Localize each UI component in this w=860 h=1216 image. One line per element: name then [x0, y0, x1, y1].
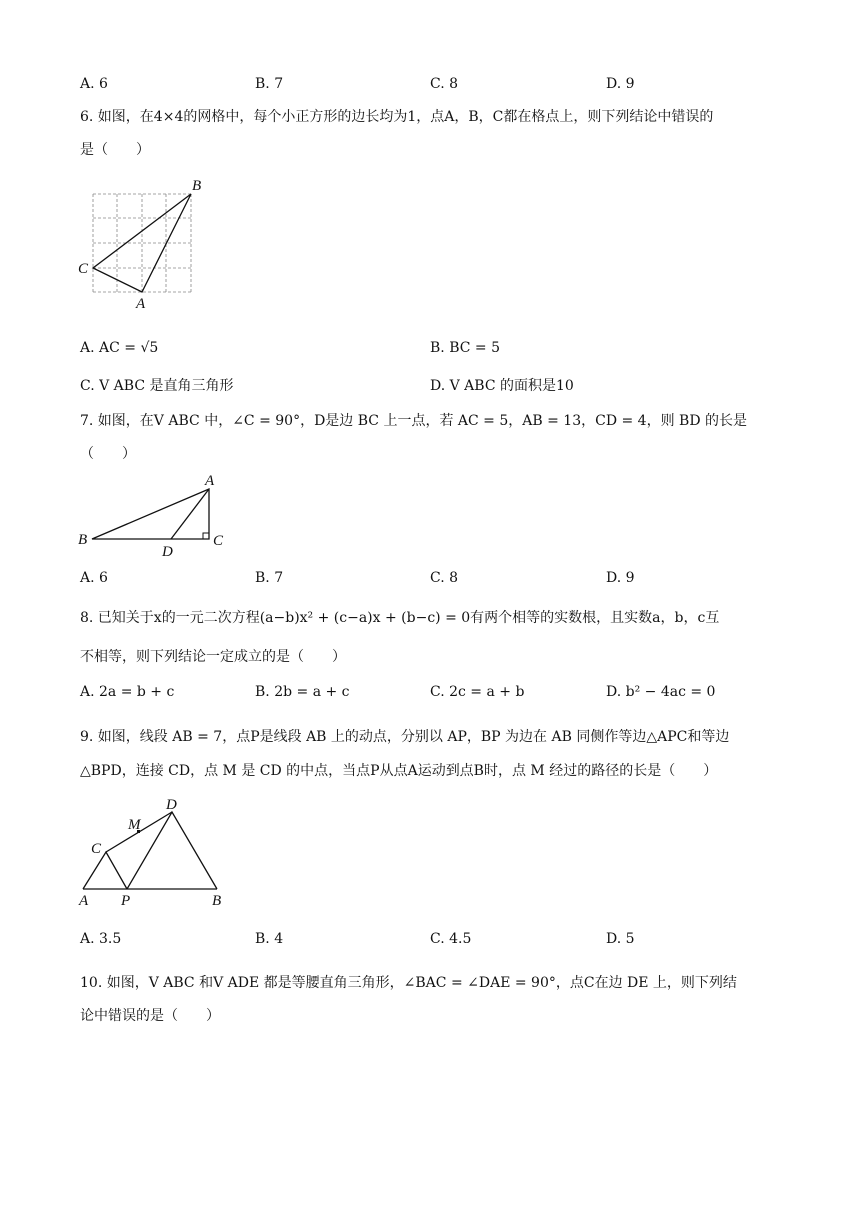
- q7-triangle-abc: [92, 489, 209, 539]
- q9-equilateral-figure: [76, 792, 236, 912]
- q7-stem-line1: 7. 如图，在V ABC 中，∠C = 90°，D是边 BC 上一点，若 AC = 5，AB = 13，CD = 4，则 BD 的长是: [80, 413, 748, 429]
- q7-option-b: B. 7: [255, 570, 284, 586]
- q9-triangle-apc: [83, 852, 127, 889]
- q8-stem-line2: 不相等，则下列结论一定成立的是（ ）: [80, 649, 346, 665]
- q9-label-p: P: [121, 893, 131, 909]
- q6-grid-figure: [76, 176, 216, 312]
- q8-option-c: C. 2c = a + b: [430, 684, 525, 700]
- q8-option-a: A. 2a = b + c: [80, 684, 175, 700]
- q7-label-b: B: [78, 532, 88, 548]
- q9-option-d: D. 5: [606, 931, 635, 947]
- q6-option-a: A. AC = √5: [80, 340, 159, 356]
- q9-label-b: B: [212, 893, 222, 909]
- q6-stem-line2: 是（ ）: [80, 142, 150, 158]
- q7-label-d: D: [162, 544, 173, 560]
- q6-label-a: A: [136, 296, 146, 312]
- q6-label-c: C: [78, 261, 89, 277]
- q7-option-a: A. 6: [80, 570, 108, 586]
- q9-option-a: A. 3.5: [80, 931, 122, 947]
- q7-option-d: D. 9: [606, 570, 635, 586]
- q7-triangle-figure: [76, 470, 236, 562]
- q5-option-d: D. 9: [606, 76, 635, 92]
- q7-right-angle-mark: [203, 533, 209, 539]
- q5-option-a: A. 6: [80, 76, 108, 92]
- q6-option-b: B. BC = 5: [430, 340, 500, 356]
- q7-label-a: A: [205, 473, 215, 489]
- q6-label-b: B: [192, 178, 202, 194]
- q6-option-d: D. V ABC 的面积是10: [430, 378, 574, 394]
- q6-option-c: C. V ABC 是直角三角形: [80, 378, 234, 394]
- q8-option-d: D. b² − 4ac = 0: [606, 684, 716, 700]
- q7-option-c: C. 8: [430, 570, 459, 586]
- q9-option-b: B. 4: [255, 931, 284, 947]
- q7-stem-line2: （ ）: [80, 446, 136, 462]
- q5-option-c: C. 8: [430, 76, 459, 92]
- q6-triangle-abc: [93, 194, 191, 292]
- q9-label-d: D: [166, 797, 177, 813]
- q9-stem-line1: 9. 如图，线段 AB = 7，点P是线段 AB 上的动点，分别以 AP，BP 为边在 AB 同侧作等边△APC和等边: [80, 729, 730, 745]
- q9-label-c: C: [91, 841, 102, 857]
- q9-label-a: A: [79, 893, 89, 909]
- q5-option-b: B. 7: [255, 76, 284, 92]
- q8-stem-line1: 8. 已知关于x的一元二次方程(a−b)x² + (c−a)x + (b−c) = 0有两个相等的实数根，且实数a，b，c互: [80, 610, 720, 626]
- q9-triangle-bpd: [127, 812, 217, 889]
- q7-label-c: C: [213, 533, 224, 549]
- q9-option-c: C. 4.5: [430, 931, 472, 947]
- q10-stem-line2: 论中错误的是（ ）: [80, 1008, 220, 1024]
- q6-stem-line1: 6. 如图，在4×4的网格中，每个小正方形的边长均为1，点A，B，C都在格点上，则下列结论中错误的: [80, 109, 714, 125]
- q10-stem-line1: 10. 如图，V ABC 和V ADE 都是等腰直角三角形，∠BAC = ∠DAE = 90°，点C在边 DE 上，则下列结: [80, 975, 737, 991]
- q8-option-b: B. 2b = a + c: [255, 684, 350, 700]
- q9-label-m: M: [128, 817, 141, 833]
- q9-stem-line2: △BPD，连接 CD，点 M 是 CD 的中点，当点P从点A运动到点B时，点 M 经过的路径的长是（ ）: [80, 763, 718, 779]
